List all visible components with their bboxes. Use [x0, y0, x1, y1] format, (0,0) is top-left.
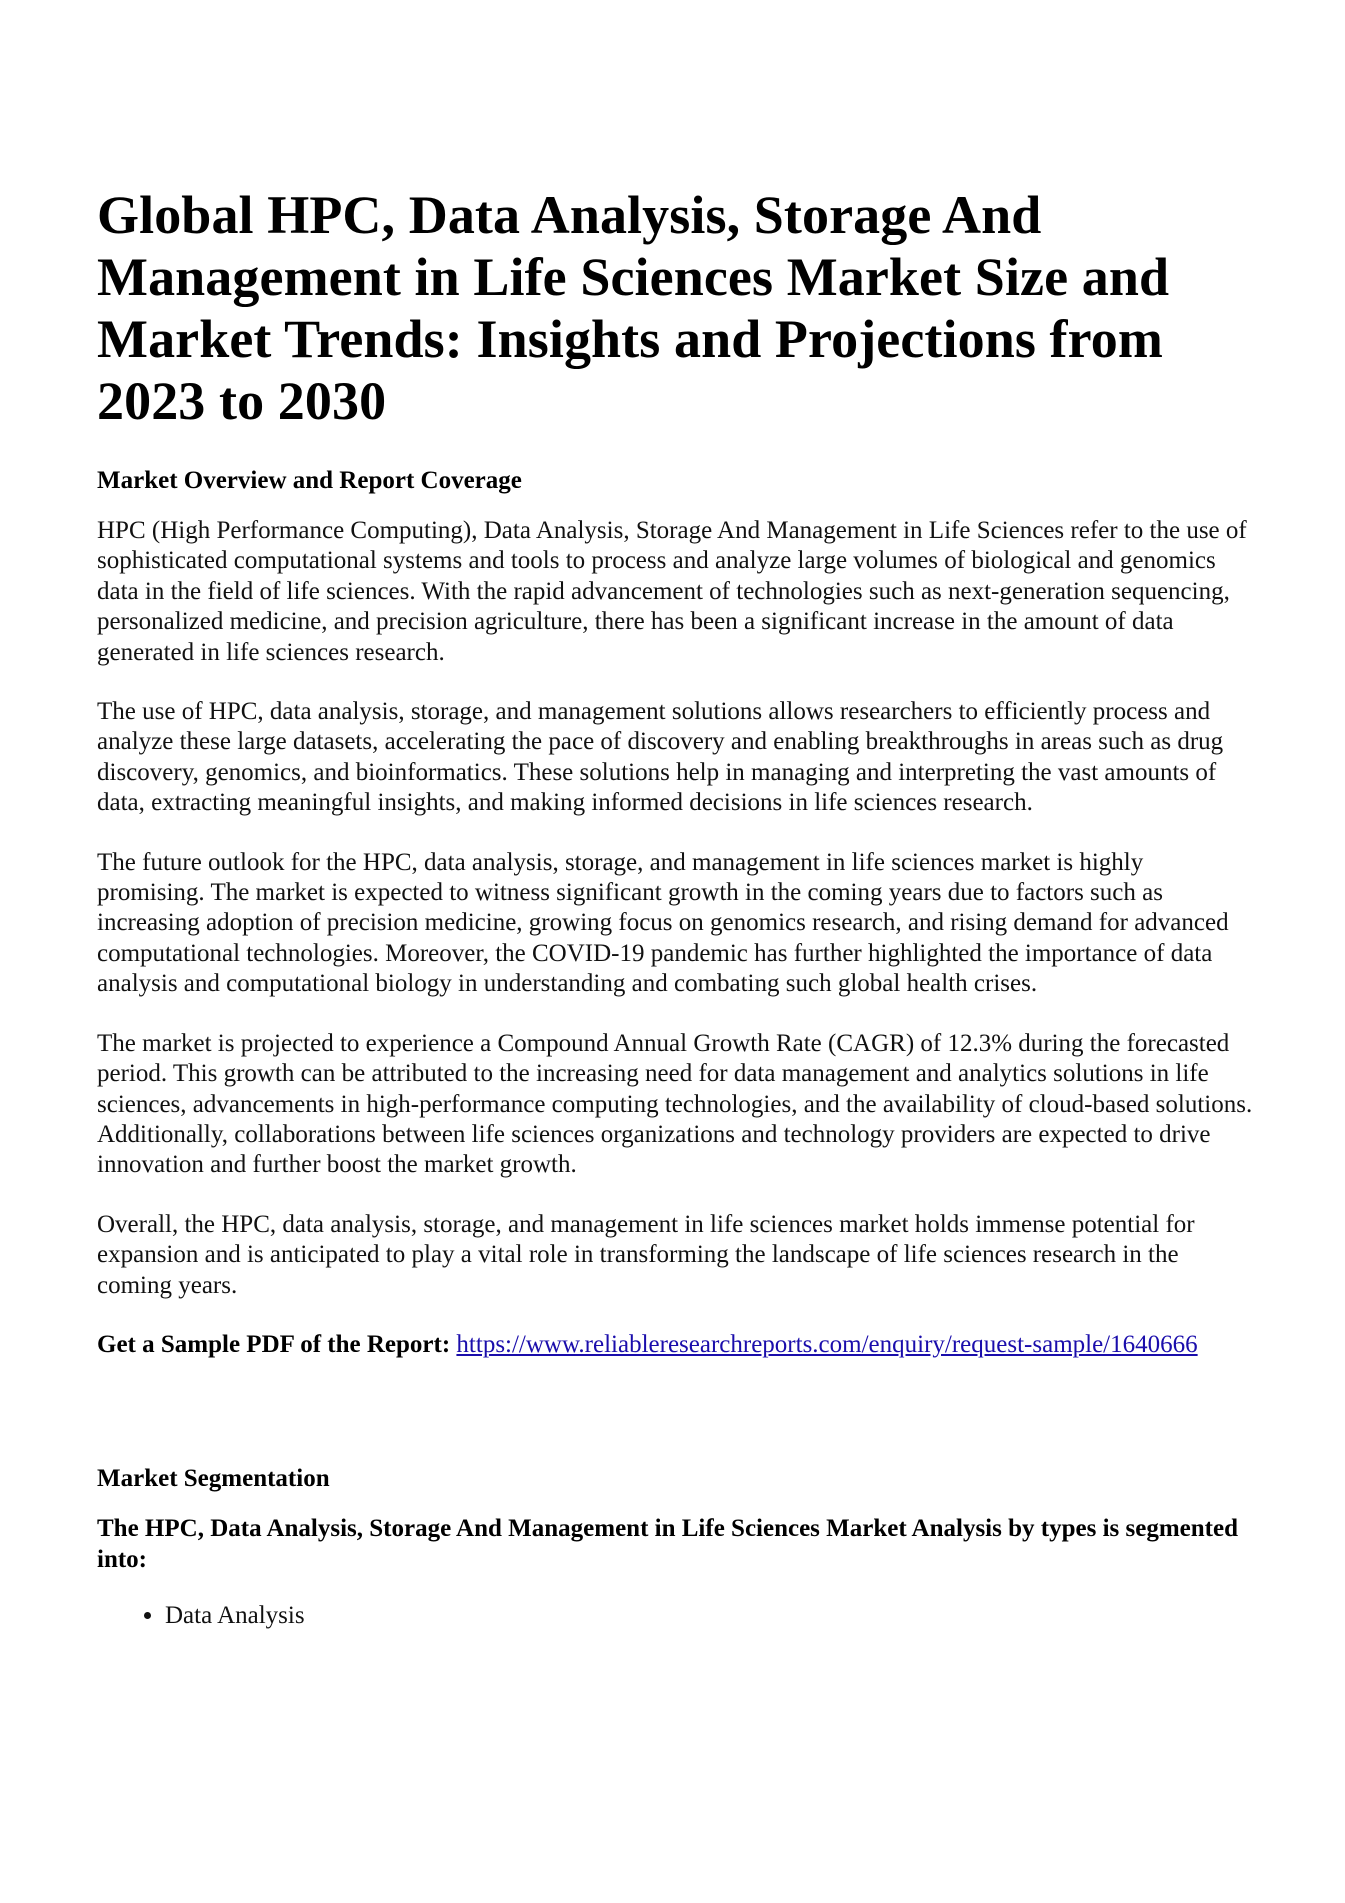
sample-pdf-label: Get a Sample PDF of the Report:: [97, 1330, 451, 1358]
overview-paragraph-1: HPC (High Performance Computing), Data Analysis, Storage And Management in Life Sciences refer to the use of sophisticated computational systems and tools to process and analyze large volumes of biological and genomics data in the field of life sciences. With the rapid advancement of technologies such as next-generation sequencing, personalized medicine, and precision agriculture, there has been a significant increase in the amount of data generated in life sciences research.: [97, 517, 1247, 666]
sample-pdf-line: [97, 1330, 1257, 1360]
document-page: [97, 184, 1257, 1631]
types-heading: The HPC, Data Analysis, Storage And Management in Life Sciences Market Analysis by types is segmented into:: [97, 1515, 1238, 1573]
sample-pdf-link[interactable]: https://www.reliableresearchreports.com/enquiry/request-sample/1640666: [456, 1330, 1198, 1358]
spacer: [97, 1389, 1257, 1464]
overview-paragraph-2: The use of HPC, data analysis, storage, and management solutions allows researchers to efficiently process and analyze these large datasets, accelerating the pace of discovery and enabling breakthroughs in areas such as drug discovery, genomics, and bioinformatics. These solutions help in managing and interpreting the vast amounts of data, extracting meaningful insights, and making informed decisions in life sciences research.: [97, 698, 1224, 817]
segmentation-heading: Market Segmentation: [97, 1465, 330, 1493]
overview-paragraph-4: The market is projected to experience a Compound Annual Growth Rate (CAGR) of 12.3% during the forecasted period. This growth can be attributed to the increasing need for data management and analytics solutions in life sciences, advancements in high-performance computing technologies, and the availability of cloud-based solutions. Additionally, collaborations between life sciences organizations and technology providers are expected to drive innovation and further boost the market growth.: [97, 1029, 1253, 1179]
overview-paragraph-3: The future outlook for the HPC, data analysis, storage, and management in life sciences market is highly promising. The market is expected to witness significant growth in the coming years due to factors such as increasing adoption of precision medicine, growing focus on genomics research, and rising demand for advanced computational technologies. Moreover, the COVID-19 pandemic has further highlighted the importance of data analysis and computational biology in understanding and combating such global health crises.: [97, 848, 1229, 998]
overview-heading: Market Overview and Report Coverage: [97, 467, 522, 494]
types-list: [97, 1601, 1257, 1631]
overview-paragraph-5: Overall, the HPC, data analysis, storage, and management in life sciences market holds immense potential for expansion and is anticipated to play a vital role in transforming the landscape of life sciences research in the coming years.: [97, 1210, 1195, 1299]
list-item: • Data Analysis: [165, 1601, 1257, 1631]
page-title: Global HPC, Data Analysis, Storage And Management in Life Sciences Market Size and Market Trends: Insights and Projections from 2023 to 2030: [97, 185, 1170, 431]
